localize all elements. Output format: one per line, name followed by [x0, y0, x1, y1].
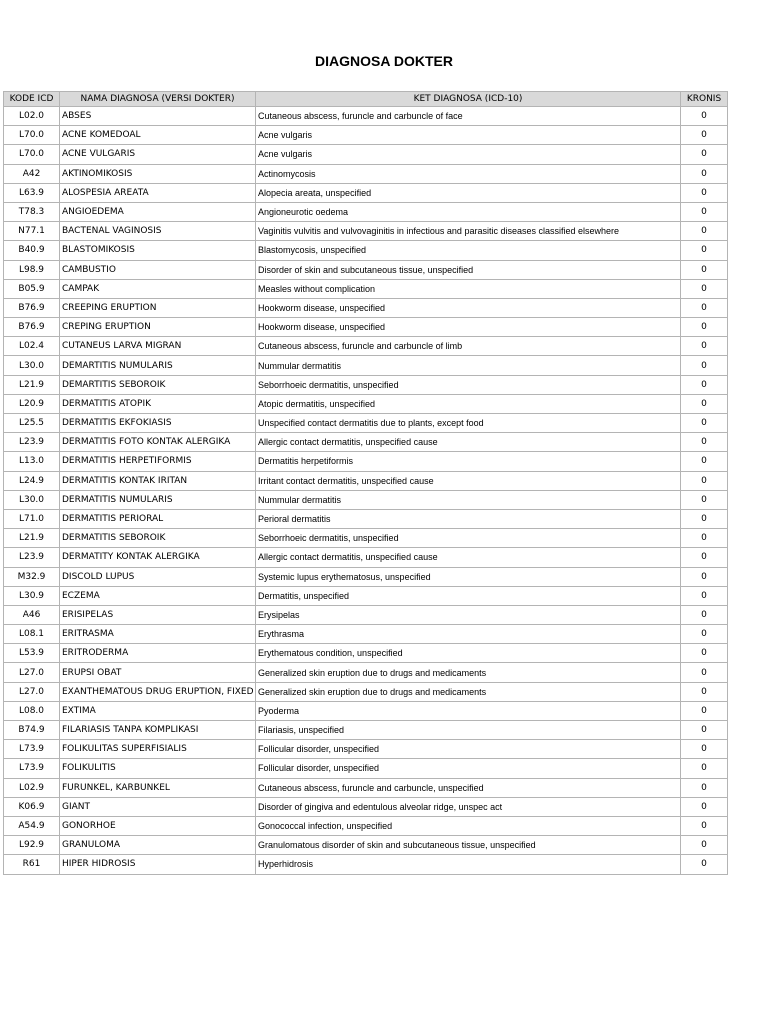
cell-kronis: 0	[681, 107, 728, 126]
cell-icd-description: Systemic lupus erythematosus, unspecified	[256, 567, 681, 586]
cell-icd-description: Alopecia areata, unspecified	[256, 183, 681, 202]
cell-diagnosis-name: DERMATITIS FOTO KONTAK ALERGIKA	[60, 433, 256, 452]
cell-kronis: 0	[681, 836, 728, 855]
table-row	[4, 145, 728, 164]
cell-icd-code: A54.9	[4, 816, 60, 835]
cell-icd-description: Cutaneous abscess, furuncle and carbuncle of face	[256, 107, 681, 126]
cell-icd-description: Cutaneous abscess, furuncle and carbuncle, unspecified	[256, 778, 681, 797]
cell-kronis: 0	[681, 682, 728, 701]
table-row	[4, 836, 728, 855]
cell-icd-description: Gonococcal infection, unspecified	[256, 816, 681, 835]
table-row	[4, 394, 728, 413]
header-diagnosis-name: NAMA DIAGNOSA (VERSI DOKTER)	[60, 92, 256, 107]
cell-diagnosis-name: ANGIOEDEMA	[60, 202, 256, 221]
cell-icd-code: L02.4	[4, 337, 60, 356]
cell-icd-description: Acne vulgaris	[256, 126, 681, 145]
cell-diagnosis-name: DERMATITY KONTAK ALERGIKA	[60, 548, 256, 567]
cell-kronis: 0	[681, 298, 728, 317]
cell-diagnosis-name: FOLIKULITAS SUPERFISIALIS	[60, 740, 256, 759]
cell-icd-code: B05.9	[4, 279, 60, 298]
cell-icd-description: Dermatitis herpetiformis	[256, 452, 681, 471]
table-row	[4, 164, 728, 183]
table-row	[4, 701, 728, 720]
cell-icd-code: L98.9	[4, 260, 60, 279]
cell-kronis: 0	[681, 241, 728, 260]
cell-icd-code: L30.9	[4, 586, 60, 605]
cell-diagnosis-name: GONORHOE	[60, 816, 256, 835]
header-icd-code: KODE ICD	[4, 92, 60, 107]
cell-icd-code: L71.0	[4, 509, 60, 528]
cell-kronis: 0	[681, 759, 728, 778]
cell-kronis: 0	[681, 471, 728, 490]
cell-icd-description: Erythrasma	[256, 625, 681, 644]
table-body	[4, 107, 728, 875]
cell-icd-code: L25.5	[4, 414, 60, 433]
table-row	[4, 740, 728, 759]
cell-kronis: 0	[681, 855, 728, 874]
cell-icd-description: Blastomycosis, unspecified	[256, 241, 681, 260]
cell-kronis: 0	[681, 337, 728, 356]
cell-kronis: 0	[681, 126, 728, 145]
header-kronis: KRONIS	[681, 92, 728, 107]
cell-icd-code: L20.9	[4, 394, 60, 413]
cell-kronis: 0	[681, 567, 728, 586]
cell-diagnosis-name: EXANTHEMATOUS DRUG ERUPTION, FIXED	[60, 682, 256, 701]
table-row	[4, 471, 728, 490]
cell-icd-code: L53.9	[4, 644, 60, 663]
cell-diagnosis-name: DISCOLD LUPUS	[60, 567, 256, 586]
cell-icd-description: Pyoderma	[256, 701, 681, 720]
cell-icd-description: Actinomycosis	[256, 164, 681, 183]
cell-icd-code: L30.0	[4, 356, 60, 375]
table-row	[4, 490, 728, 509]
cell-icd-description: Dermatitis, unspecified	[256, 586, 681, 605]
table-row	[4, 298, 728, 317]
cell-diagnosis-name: DERMATITIS KONTAK IRITAN	[60, 471, 256, 490]
cell-icd-code: L24.9	[4, 471, 60, 490]
cell-kronis: 0	[681, 183, 728, 202]
cell-icd-description: Seborrhoeic dermatitis, unspecified	[256, 375, 681, 394]
cell-icd-description: Vaginitis vulvitis and vulvovaginitis in infectious and parasitic diseases classified elsewhere	[256, 222, 681, 241]
cell-kronis: 0	[681, 740, 728, 759]
cell-diagnosis-name: CREEPING ERUPTION	[60, 298, 256, 317]
table-row	[4, 509, 728, 528]
cell-kronis: 0	[681, 414, 728, 433]
table-row	[4, 414, 728, 433]
cell-diagnosis-name: ECZEMA	[60, 586, 256, 605]
cell-icd-code: R61	[4, 855, 60, 874]
cell-diagnosis-name: DERMATITIS HERPETIFORMIS	[60, 452, 256, 471]
cell-diagnosis-name: ERITRASMA	[60, 625, 256, 644]
cell-kronis: 0	[681, 164, 728, 183]
table-row	[4, 356, 728, 375]
table-row	[4, 375, 728, 394]
cell-icd-code: L02.0	[4, 107, 60, 126]
cell-kronis: 0	[681, 222, 728, 241]
cell-icd-description: Disorder of skin and subcutaneous tissue, unspecified	[256, 260, 681, 279]
cell-kronis: 0	[681, 356, 728, 375]
cell-icd-code: L13.0	[4, 452, 60, 471]
cell-icd-code: K06.9	[4, 797, 60, 816]
table-row	[4, 663, 728, 682]
cell-icd-description: Nummular dermatitis	[256, 356, 681, 375]
cell-diagnosis-name: ACNE VULGARIS	[60, 145, 256, 164]
table-row	[4, 318, 728, 337]
cell-diagnosis-name: DEMARTITIS SEBOROIK	[60, 375, 256, 394]
cell-kronis: 0	[681, 778, 728, 797]
cell-icd-code: L92.9	[4, 836, 60, 855]
cell-diagnosis-name: CAMBUSTIO	[60, 260, 256, 279]
table-row	[4, 183, 728, 202]
cell-kronis: 0	[681, 145, 728, 164]
cell-icd-code: L70.0	[4, 145, 60, 164]
cell-diagnosis-name: CUTANEUS LARVA MIGRAN	[60, 337, 256, 356]
cell-icd-description: Erysipelas	[256, 605, 681, 624]
cell-icd-code: L30.0	[4, 490, 60, 509]
cell-diagnosis-name: AKTINOMIKOSIS	[60, 164, 256, 183]
cell-icd-description: Cutaneous abscess, furuncle and carbuncle of limb	[256, 337, 681, 356]
cell-kronis: 0	[681, 260, 728, 279]
cell-icd-code: L27.0	[4, 663, 60, 682]
table-row	[4, 721, 728, 740]
cell-kronis: 0	[681, 394, 728, 413]
cell-icd-code: M32.9	[4, 567, 60, 586]
cell-kronis: 0	[681, 509, 728, 528]
cell-kronis: 0	[681, 625, 728, 644]
table-row	[4, 241, 728, 260]
cell-diagnosis-name: ERITRODERMA	[60, 644, 256, 663]
cell-icd-description: Follicular disorder, unspecified	[256, 740, 681, 759]
cell-icd-description: Angioneurotic oedema	[256, 202, 681, 221]
table-row	[4, 126, 728, 145]
cell-kronis: 0	[681, 644, 728, 663]
table-row	[4, 452, 728, 471]
cell-diagnosis-name: CREPING ERUPTION	[60, 318, 256, 337]
cell-kronis: 0	[681, 548, 728, 567]
cell-icd-code: B40.9	[4, 241, 60, 260]
cell-diagnosis-name: FILARIASIS TANPA KOMPLIKASI	[60, 721, 256, 740]
cell-icd-description: Acne vulgaris	[256, 145, 681, 164]
cell-kronis: 0	[681, 701, 728, 720]
cell-icd-code: T78.3	[4, 202, 60, 221]
cell-kronis: 0	[681, 529, 728, 548]
table-row	[4, 337, 728, 356]
cell-kronis: 0	[681, 279, 728, 298]
cell-icd-code: L70.0	[4, 126, 60, 145]
cell-icd-description: Generalized skin eruption due to drugs and medicaments	[256, 663, 681, 682]
cell-icd-code: L73.9	[4, 740, 60, 759]
table-row	[4, 855, 728, 874]
cell-diagnosis-name: EXTIMA	[60, 701, 256, 720]
table-row	[4, 644, 728, 663]
cell-kronis: 0	[681, 318, 728, 337]
table-row	[4, 625, 728, 644]
cell-diagnosis-name: DERMATITIS SEBOROIK	[60, 529, 256, 548]
cell-kronis: 0	[681, 433, 728, 452]
cell-icd-description: Granulomatous disorder of skin and subcutaneous tissue, unspecified	[256, 836, 681, 855]
cell-diagnosis-name: DERMATITIS EKFOKIASIS	[60, 414, 256, 433]
document-title: DIAGNOSA DOKTER	[315, 53, 453, 69]
cell-diagnosis-name: DERMATITIS PERIORAL	[60, 509, 256, 528]
table-row	[4, 222, 728, 241]
table-row	[4, 586, 728, 605]
table-row	[4, 682, 728, 701]
cell-diagnosis-name: FOLIKULITIS	[60, 759, 256, 778]
header-icd-description: KET DIAGNOSA (ICD-10)	[256, 92, 681, 107]
cell-diagnosis-name: DERMATITIS NUMULARIS	[60, 490, 256, 509]
cell-icd-code: B74.9	[4, 721, 60, 740]
cell-kronis: 0	[681, 586, 728, 605]
cell-diagnosis-name: ABSES	[60, 107, 256, 126]
cell-icd-description: Hookworm disease, unspecified	[256, 298, 681, 317]
cell-icd-code: L27.0	[4, 682, 60, 701]
cell-kronis: 0	[681, 605, 728, 624]
table-row	[4, 778, 728, 797]
cell-icd-code: L73.9	[4, 759, 60, 778]
table-row	[4, 759, 728, 778]
table-row	[4, 260, 728, 279]
cell-diagnosis-name: DEMARTITIS NUMULARIS	[60, 356, 256, 375]
cell-icd-description: Nummular dermatitis	[256, 490, 681, 509]
cell-kronis: 0	[681, 663, 728, 682]
cell-kronis: 0	[681, 452, 728, 471]
cell-diagnosis-name: BACTENAL VAGINOSIS	[60, 222, 256, 241]
cell-icd-code: A42	[4, 164, 60, 183]
cell-kronis: 0	[681, 375, 728, 394]
cell-diagnosis-name: ERISIPELAS	[60, 605, 256, 624]
cell-icd-description: Filariasis, unspecified	[256, 721, 681, 740]
table-row	[4, 797, 728, 816]
cell-icd-code: B76.9	[4, 298, 60, 317]
cell-icd-code: N77.1	[4, 222, 60, 241]
cell-icd-description: Perioral dermatitis	[256, 509, 681, 528]
table-row	[4, 529, 728, 548]
cell-icd-code: L08.0	[4, 701, 60, 720]
cell-diagnosis-name: ALOSPESIA AREATA	[60, 183, 256, 202]
cell-icd-description: Irritant contact dermatitis, unspecified cause	[256, 471, 681, 490]
cell-icd-code: L23.9	[4, 433, 60, 452]
cell-diagnosis-name: GRANULOMA	[60, 836, 256, 855]
cell-icd-description: Allergic contact dermatitis, unspecified cause	[256, 433, 681, 452]
cell-icd-code: L21.9	[4, 529, 60, 548]
cell-diagnosis-name: HIPER HIDROSIS	[60, 855, 256, 874]
table-header-row	[4, 92, 728, 107]
cell-kronis: 0	[681, 816, 728, 835]
cell-icd-description: Follicular disorder, unspecified	[256, 759, 681, 778]
table-row	[4, 433, 728, 452]
cell-icd-description: Measles without complication	[256, 279, 681, 298]
cell-icd-description: Disorder of gingiva and edentulous alveolar ridge, unspec act	[256, 797, 681, 816]
cell-icd-code: A46	[4, 605, 60, 624]
cell-icd-code: L23.9	[4, 548, 60, 567]
table-row	[4, 107, 728, 126]
diagnosis-table	[3, 91, 728, 875]
table-row	[4, 567, 728, 586]
cell-icd-code: L02.9	[4, 778, 60, 797]
table-row	[4, 202, 728, 221]
cell-icd-code: L21.9	[4, 375, 60, 394]
cell-icd-description: Seborrhoeic dermatitis, unspecified	[256, 529, 681, 548]
cell-icd-description: Hyperhidrosis	[256, 855, 681, 874]
cell-diagnosis-name: ACNE KOMEDOAL	[60, 126, 256, 145]
cell-kronis: 0	[681, 490, 728, 509]
cell-diagnosis-name: ERUPSI OBAT	[60, 663, 256, 682]
cell-icd-code: B76.9	[4, 318, 60, 337]
cell-diagnosis-name: FURUNKEL, KARBUNKEL	[60, 778, 256, 797]
cell-kronis: 0	[681, 202, 728, 221]
cell-diagnosis-name: BLASTOMIKOSIS	[60, 241, 256, 260]
cell-icd-description: Erythematous condition, unspecified	[256, 644, 681, 663]
table-row	[4, 279, 728, 298]
cell-icd-description: Atopic dermatitis, unspecified	[256, 394, 681, 413]
cell-diagnosis-name: DERMATITIS ATOPIK	[60, 394, 256, 413]
cell-diagnosis-name: CAMPAK	[60, 279, 256, 298]
cell-icd-description: Generalized skin eruption due to drugs and medicaments	[256, 682, 681, 701]
cell-icd-code: L63.9	[4, 183, 60, 202]
cell-kronis: 0	[681, 721, 728, 740]
cell-kronis: 0	[681, 797, 728, 816]
table-row	[4, 816, 728, 835]
cell-icd-description: Hookworm disease, unspecified	[256, 318, 681, 337]
cell-icd-description: Unspecified contact dermatitis due to plants, except food	[256, 414, 681, 433]
table-row	[4, 548, 728, 567]
cell-icd-description: Allergic contact dermatitis, unspecified cause	[256, 548, 681, 567]
cell-diagnosis-name: GIANT	[60, 797, 256, 816]
cell-icd-code: L08.1	[4, 625, 60, 644]
table-row	[4, 605, 728, 624]
